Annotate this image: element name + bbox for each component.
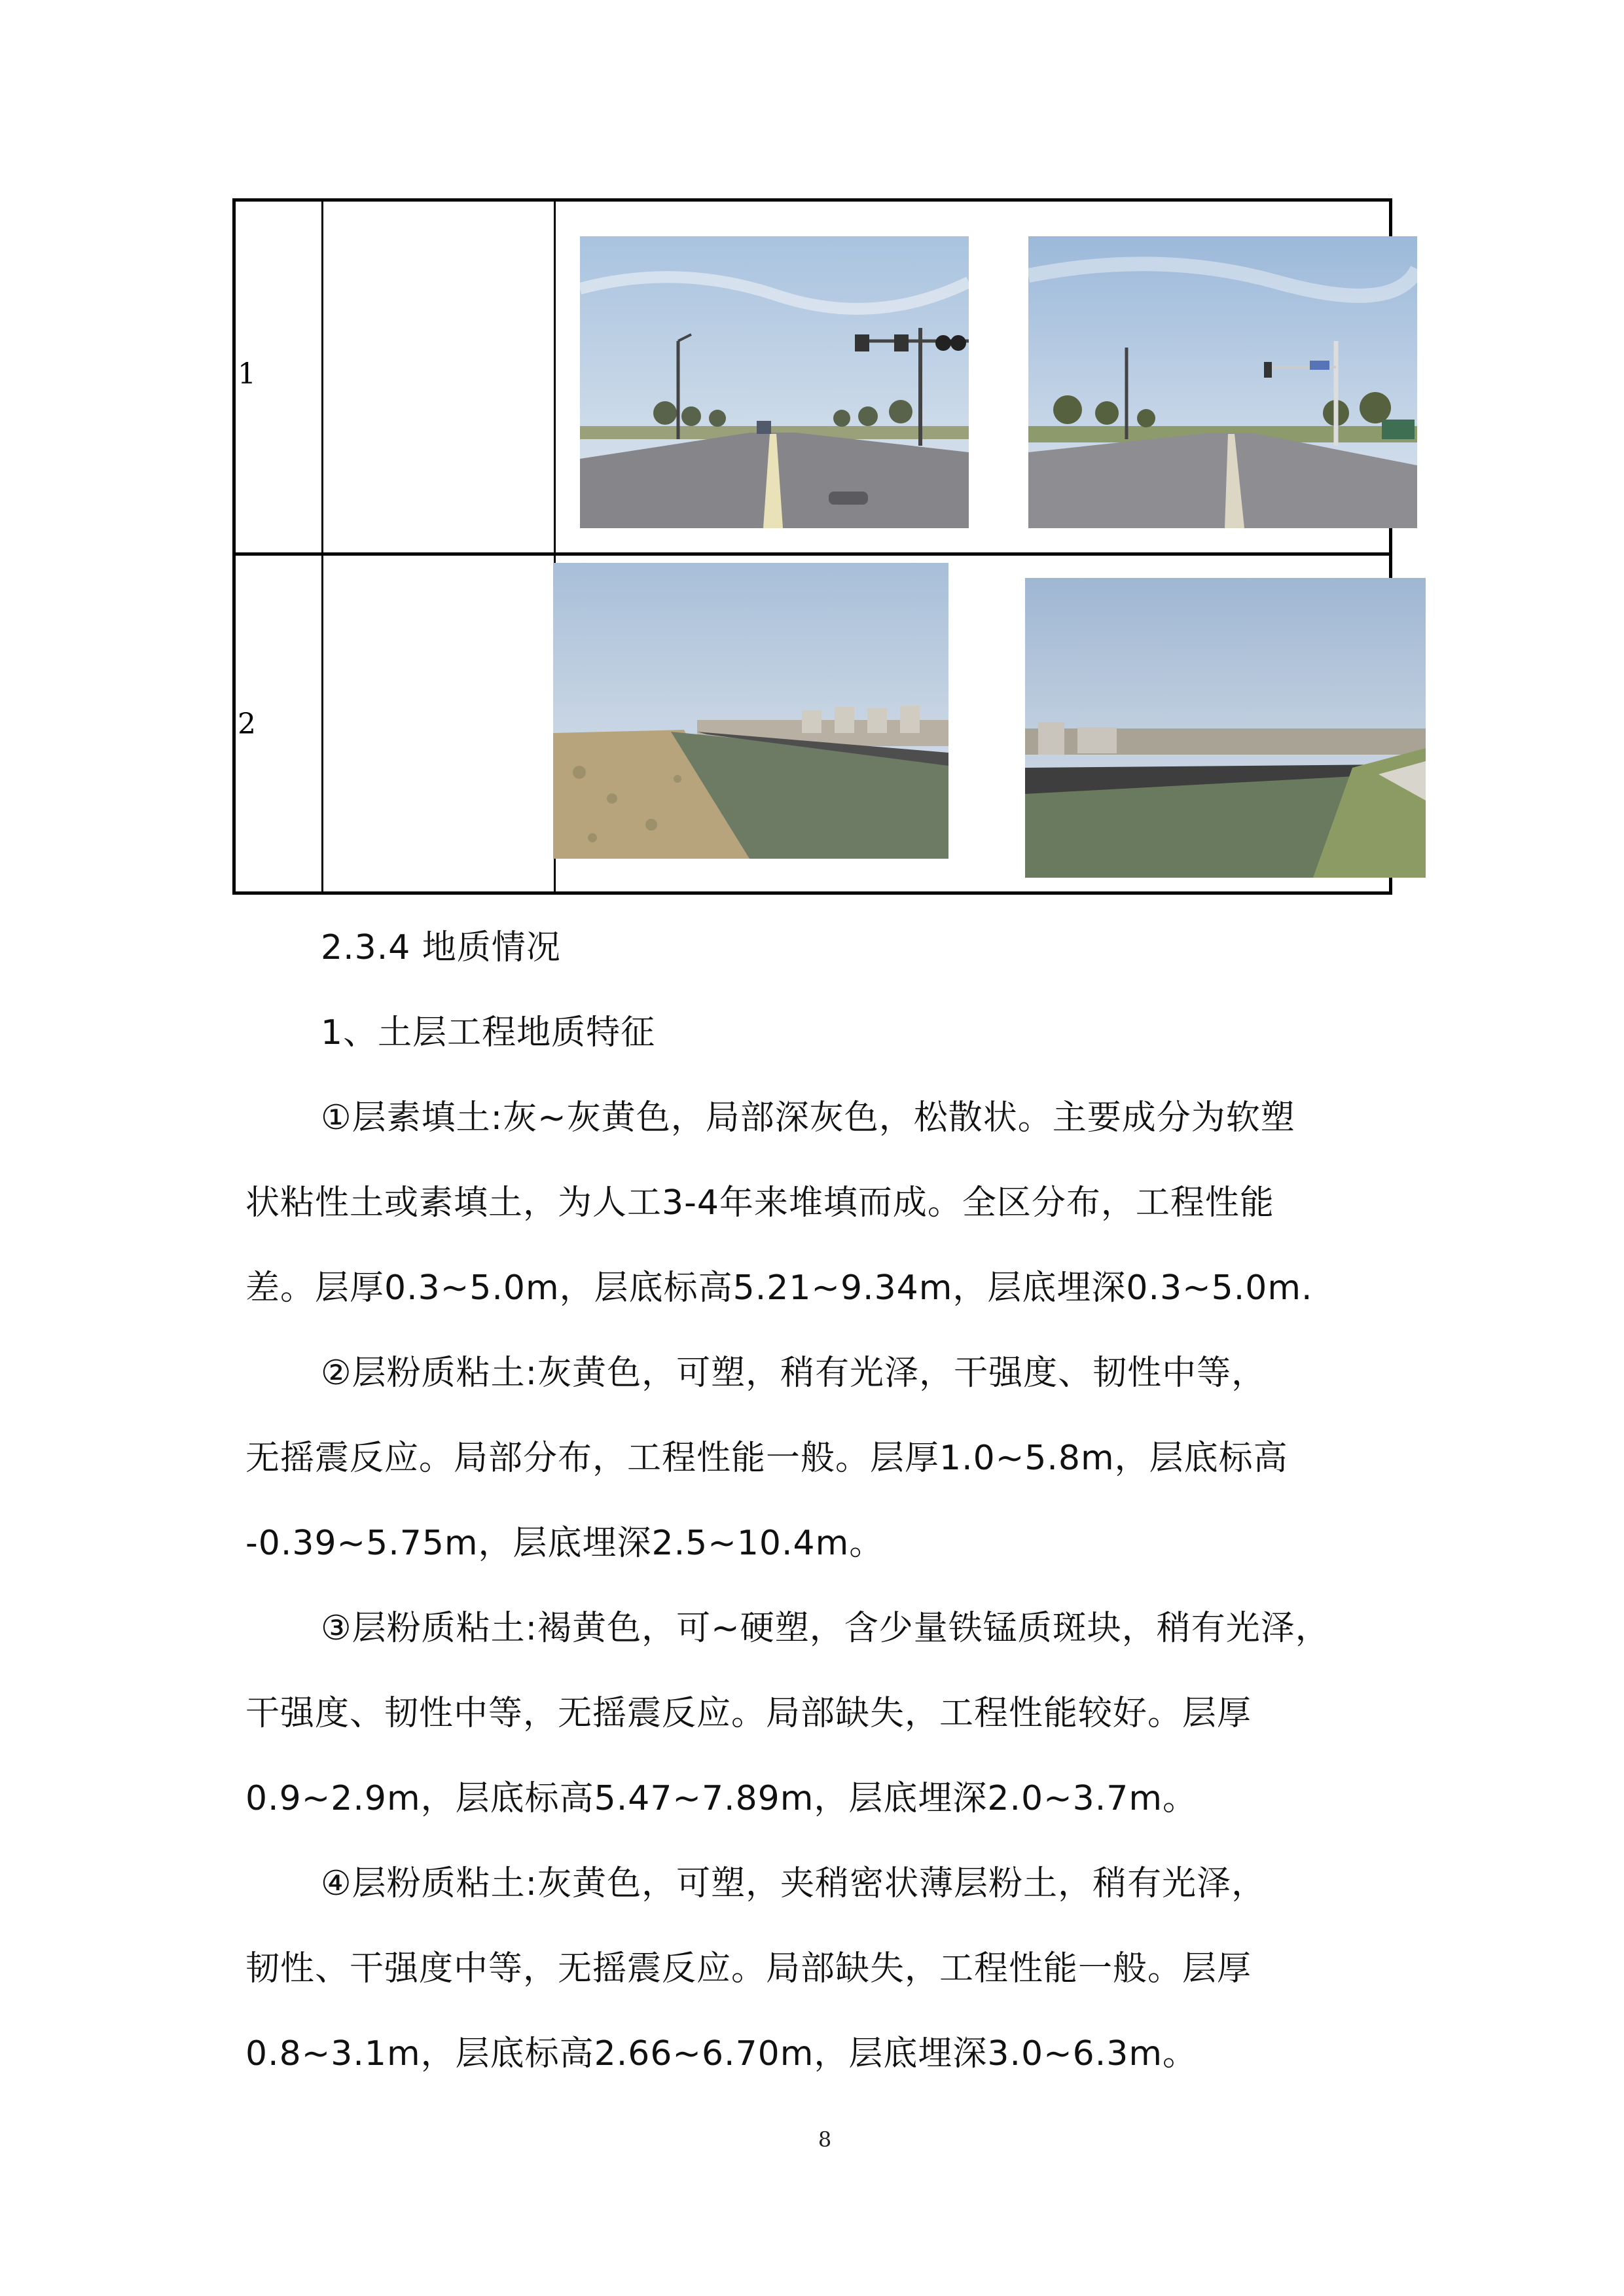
table-column-divider [321,202,323,891]
road-photo-right [1028,236,1417,528]
row-number: 2 [238,708,256,741]
paragraph-line: ①层素填土:灰~灰黄色，局部深灰色，松散状。主要成分为软塑 [321,1098,1295,1138]
paragraph-line: 韧性、干强度中等，无摇震反应。局部缺失，工程性能一般。层厚 [245,1949,1252,1988]
page-number: 8 [818,2127,832,2152]
subsection-heading: 1、土层工程地质特征 [321,1013,656,1052]
paragraph-line: 状粘性土或素填土，为人工3-4年来堆填而成。全区分布，工程性能 [245,1183,1274,1223]
paragraph-line: ②层粉质粘土:灰黄色，可塑，稍有光泽，干强度、韧性中等， [321,1354,1267,1393]
paragraph-line: -0.39~5.75m，层底埋深2.5~10.4m。 [245,1524,884,1563]
section-heading: 2.3.4 地质情况 [321,928,561,967]
canal-photo-right [1025,578,1426,878]
table-row-divider [236,552,1389,556]
paragraph-line: ③层粉质粘土:褐黄色，可~硬塑，含少量铁锰质斑块，稍有光泽， [321,1609,1330,1648]
canal-photo-left [553,563,948,859]
road-photo-left [580,236,969,528]
paragraph-line: 干强度、韧性中等，无摇震反应。局部缺失，工程性能较好。层厚 [245,1694,1252,1733]
paragraph-line: 无摇震反应。局部分布，工程性能一般。层厚1.0~5.8m，层底标高 [245,1439,1288,1478]
row-number: 1 [238,357,256,391]
paragraph-line: ④层粉质粘土:灰黄色，可塑，夹稍密状薄层粉土，稍有光泽， [321,1864,1267,1903]
paragraph-line: 差。层厚0.3~5.0m，层底标高5.21~9.34m，层底埋深0.3~5.0m. [245,1268,1313,1308]
paragraph-line: 0.8~3.1m，层底标高2.66~6.70m，层底埋深3.0~6.3m。 [245,2034,1198,2073]
paragraph-line: 0.9~2.9m，层底标高5.47~7.89m，层底埋深2.0~3.7m。 [245,1779,1198,1818]
